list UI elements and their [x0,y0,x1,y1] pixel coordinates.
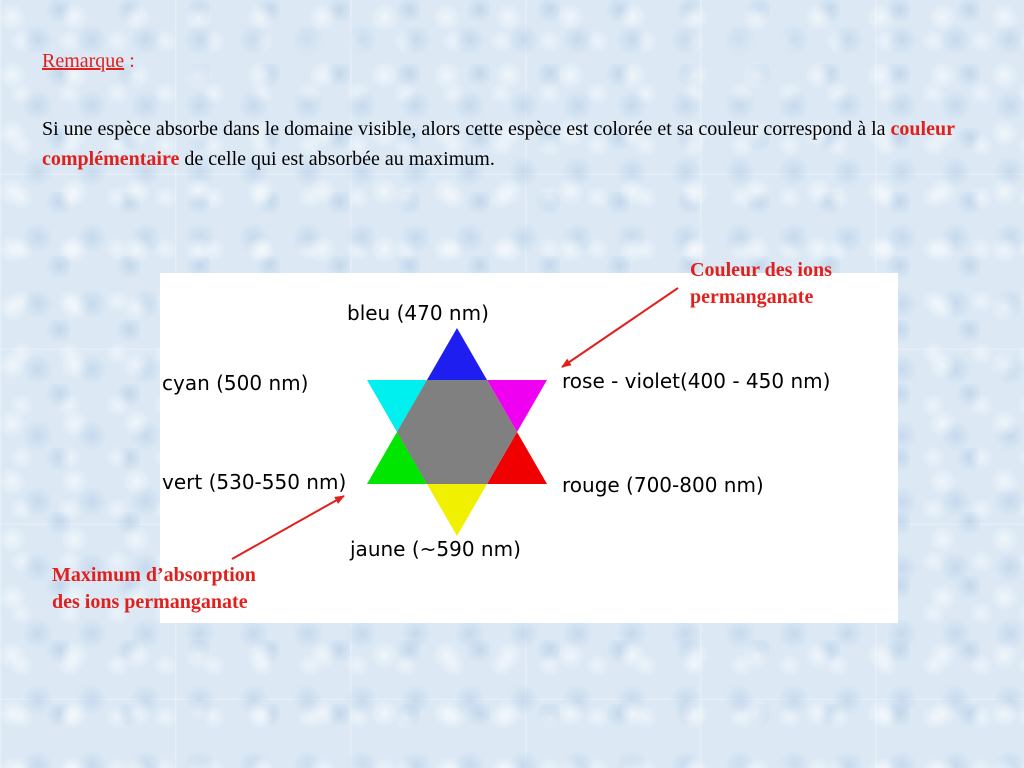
remark-heading [42,50,135,73]
paragraph-text-after: de celle qui est absorbée au maximum. [179,148,495,170]
annotation-permanganate-color [690,257,920,311]
annotation-bottom-line2: des ions permanganate [52,591,248,613]
label-cyan: cyan (500 nm) [162,371,309,395]
paragraph-highlight: couleur complémentaire [42,118,955,170]
remark-title: Remarque [42,50,125,72]
label-rose-violet: rose - violet(400 - 450 nm) [562,369,831,393]
label-jaune: jaune (~590 nm) [350,537,521,561]
annotation-top-line1: Couleur des ions [690,259,832,281]
explanation-paragraph [42,114,982,174]
annotation-absorption-max [52,562,332,616]
remark-colon: : [124,50,135,72]
paragraph-text-before: Si une espèce absorbe dans le domaine visible, alors cette espèce est colorée et sa couleur correspond à la [42,118,891,140]
annotation-bottom-line1: Maximum d’absorption [52,564,256,586]
label-rouge: rouge (700-800 nm) [562,473,764,497]
down-triangle-yellow-tip [427,484,487,536]
label-bleu: bleu (470 nm) [347,301,489,325]
annotation-top-line2: permanganate [690,286,814,308]
up-triangle-blue-tip [427,328,487,380]
label-vert: vert (530-550 nm) [162,470,347,494]
